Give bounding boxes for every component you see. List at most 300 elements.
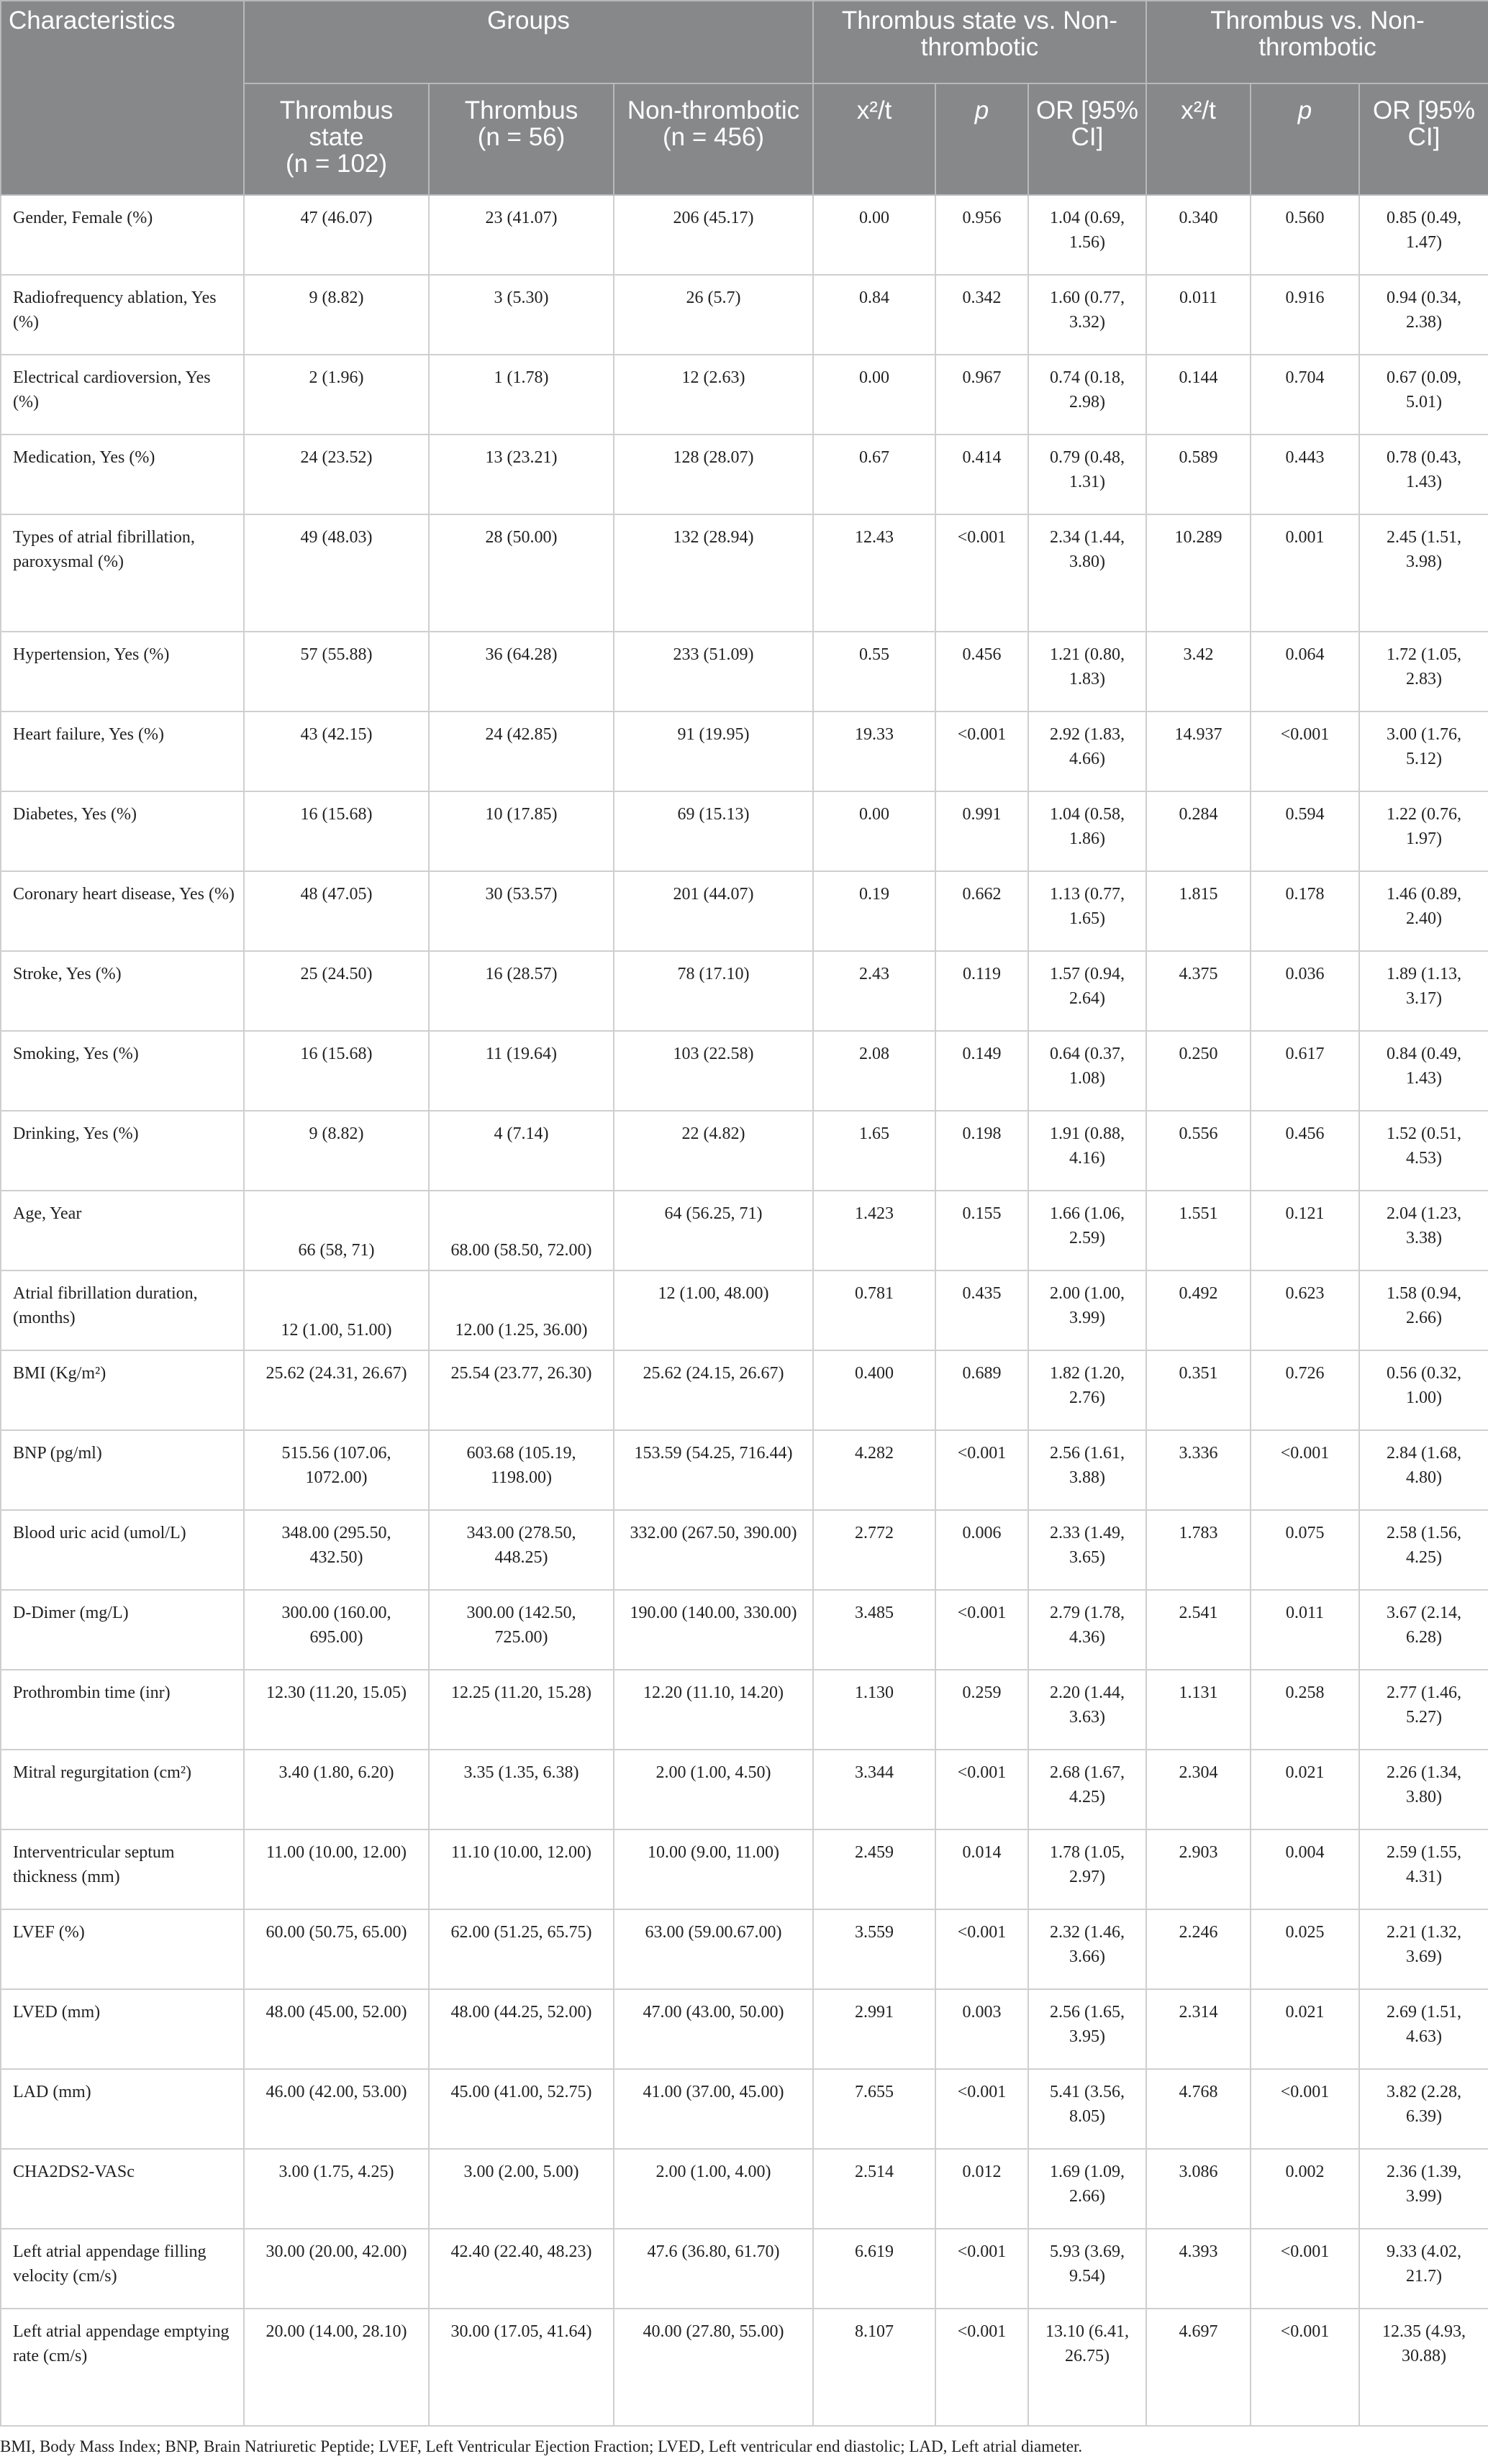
cell-th: 1 (1.78) — [429, 355, 614, 435]
cell-th: 28 (50.00) — [429, 514, 614, 632]
cell-or2: 3.67 (2.14, 6.28) — [1359, 1590, 1488, 1670]
header-or-1: OR [95% CI] — [1028, 83, 1146, 195]
header-thrombus-state — [244, 83, 429, 195]
cell-ts: 48 (47.05) — [244, 871, 429, 951]
cell-name: LAD (mm) — [1, 2069, 244, 2149]
cell-or2: 1.22 (0.76, 1.97) — [1359, 791, 1488, 871]
cell-ts: 11.00 (10.00, 12.00) — [244, 1829, 429, 1909]
cell-ts: 348.00 (295.50, 432.50) — [244, 1510, 429, 1590]
cell-name: LVED (mm) — [1, 1989, 244, 2069]
cell-th: 603.68 (105.19, 1198.00) — [429, 1430, 614, 1510]
header-characteristics: Characteristics — [1, 1, 244, 195]
cell-name: Gender, Female (%) — [1, 195, 244, 275]
cell-p1: 0.456 — [935, 632, 1028, 712]
cell-p2: 0.025 — [1251, 1909, 1359, 1989]
cell-p2: 0.726 — [1251, 1350, 1359, 1430]
header-or-2: OR [95% CI] — [1359, 83, 1488, 195]
cell-p1: 0.014 — [935, 1829, 1028, 1909]
cell-p1: <0.001 — [935, 2229, 1028, 2309]
cell-ts: 9 (8.82) — [244, 1111, 429, 1191]
cell-nt: 91 (19.95) — [614, 712, 813, 791]
cell-name: LVEF (%) — [1, 1909, 244, 1989]
cell-th: 48.00 (44.25, 52.00) — [429, 1989, 614, 2069]
cell-ts: 12 (1.00, 51.00) — [244, 1270, 429, 1350]
cell-s2: 4.375 — [1146, 951, 1251, 1031]
cell-or2: 0.56 (0.32, 1.00) — [1359, 1350, 1488, 1430]
cell-p1: 0.119 — [935, 951, 1028, 1031]
table-row — [1, 1031, 1488, 1111]
table-row — [1, 1350, 1488, 1430]
cell-s2: 1.551 — [1146, 1191, 1251, 1270]
cell-p2: 0.021 — [1251, 1989, 1359, 2069]
cell-s1: 19.33 — [813, 712, 935, 791]
cell-name: Mitral regurgitation (cm²) — [1, 1750, 244, 1829]
table-row — [1, 1191, 1488, 1270]
cell-s2: 2.541 — [1146, 1590, 1251, 1670]
cell-ts: 300.00 (160.00, 695.00) — [244, 1590, 429, 1670]
cell-p1: 0.006 — [935, 1510, 1028, 1590]
table-row — [1, 2309, 1488, 2426]
cell-or2: 2.36 (1.39, 3.99) — [1359, 2149, 1488, 2229]
cell-ts: 47 (46.07) — [244, 195, 429, 275]
header-groups: Groups — [244, 1, 813, 83]
cell-name: Stroke, Yes (%) — [1, 951, 244, 1031]
cell-p1: <0.001 — [935, 712, 1028, 791]
cell-name: Coronary heart disease, Yes (%) — [1, 871, 244, 951]
cell-name: BNP (pg/ml) — [1, 1430, 244, 1510]
cell-or1: 1.04 (0.58, 1.86) — [1028, 791, 1146, 871]
cell-p2: 0.075 — [1251, 1510, 1359, 1590]
cell-p1: 0.012 — [935, 2149, 1028, 2229]
cell-nt: 40.00 (27.80, 55.00) — [614, 2309, 813, 2426]
cell-nt: 153.59 (54.25, 716.44) — [614, 1430, 813, 1510]
cell-th: 45.00 (41.00, 52.75) — [429, 2069, 614, 2149]
cell-th: 3 (5.30) — [429, 275, 614, 355]
cell-ts: 12.30 (11.20, 15.05) — [244, 1670, 429, 1750]
cell-or1: 1.78 (1.05, 2.97) — [1028, 1829, 1146, 1909]
cell-s2: 4.768 — [1146, 2069, 1251, 2149]
cell-p2: 0.704 — [1251, 355, 1359, 435]
cell-p2: <0.001 — [1251, 2069, 1359, 2149]
cell-p1: <0.001 — [935, 1750, 1028, 1829]
cell-name: Electrical cardioversion, Yes (%) — [1, 355, 244, 435]
cell-nt: 103 (22.58) — [614, 1031, 813, 1111]
cell-p1: 0.956 — [935, 195, 1028, 275]
cell-p1: 0.342 — [935, 275, 1028, 355]
cell-name: Smoking, Yes (%) — [1, 1031, 244, 1111]
cell-s1: 2.991 — [813, 1989, 935, 2069]
table-row — [1, 275, 1488, 355]
cell-nt: 206 (45.17) — [614, 195, 813, 275]
cell-or1: 2.56 (1.65, 3.95) — [1028, 1989, 1146, 2069]
cell-or2: 2.26 (1.34, 3.80) — [1359, 1750, 1488, 1829]
cell-or2: 12.35 (4.93, 30.88) — [1359, 2309, 1488, 2426]
cell-th: 10 (17.85) — [429, 791, 614, 871]
cell-or1: 1.69 (1.09, 2.66) — [1028, 2149, 1146, 2229]
cell-s1: 0.00 — [813, 195, 935, 275]
cell-or1: 2.92 (1.83, 4.66) — [1028, 712, 1146, 791]
cell-s2: 2.314 — [1146, 1989, 1251, 2069]
cell-th: 343.00 (278.50, 448.25) — [429, 1510, 614, 1590]
cell-p2: 0.456 — [1251, 1111, 1359, 1191]
cell-name: Blood uric acid (umol/L) — [1, 1510, 244, 1590]
cell-name: D-Dimer (mg/L) — [1, 1590, 244, 1670]
cell-th: 25.54 (23.77, 26.30) — [429, 1350, 614, 1430]
cell-s2: 2.304 — [1146, 1750, 1251, 1829]
cell-s2: 3.336 — [1146, 1430, 1251, 1510]
cell-nt: 332.00 (267.50, 390.00) — [614, 1510, 813, 1590]
cell-or2: 2.84 (1.68, 4.80) — [1359, 1430, 1488, 1510]
cell-s1: 0.19 — [813, 871, 935, 951]
table-row — [1, 1270, 1488, 1350]
table-row — [1, 1590, 1488, 1670]
cell-name: CHA2DS2-VASc — [1, 2149, 244, 2229]
cell-nt: 26 (5.7) — [614, 275, 813, 355]
cell-or2: 0.67 (0.09, 5.01) — [1359, 355, 1488, 435]
cell-p1: <0.001 — [935, 514, 1028, 632]
cell-s2: 0.589 — [1146, 435, 1251, 514]
cell-ts: 66 (58, 71) — [244, 1191, 429, 1270]
cell-ts: 57 (55.88) — [244, 632, 429, 712]
header-nonthrombotic-label: Non-thrombotic — [627, 96, 800, 124]
cell-nt: 69 (15.13) — [614, 791, 813, 871]
cell-s2: 10.289 — [1146, 514, 1251, 632]
cell-p2: 0.001 — [1251, 514, 1359, 632]
cell-or1: 2.33 (1.49, 3.65) — [1028, 1510, 1146, 1590]
cell-s2: 4.393 — [1146, 2229, 1251, 2309]
table-row — [1, 514, 1488, 632]
cell-p1: <0.001 — [935, 1590, 1028, 1670]
cell-p2: 0.443 — [1251, 435, 1359, 514]
cell-nt: 78 (17.10) — [614, 951, 813, 1031]
cell-s2: 2.903 — [1146, 1829, 1251, 1909]
cell-ts: 43 (42.15) — [244, 712, 429, 791]
table-row — [1, 951, 1488, 1031]
table-row — [1, 355, 1488, 435]
cell-th: 30 (53.57) — [429, 871, 614, 951]
cell-th: 36 (64.28) — [429, 632, 614, 712]
table-row — [1, 1829, 1488, 1909]
cell-p2: 0.004 — [1251, 1829, 1359, 1909]
cell-name: Left atrial appendage emptying rate (cm/s) — [1, 2309, 244, 2426]
cell-or1: 2.20 (1.44, 3.63) — [1028, 1670, 1146, 1750]
cell-p1: <0.001 — [935, 1430, 1028, 1510]
cell-nt: 201 (44.07) — [614, 871, 813, 951]
table-row — [1, 632, 1488, 712]
cell-s2: 0.351 — [1146, 1350, 1251, 1430]
cell-th: 24 (42.85) — [429, 712, 614, 791]
cell-or2: 2.58 (1.56, 4.25) — [1359, 1510, 1488, 1590]
cell-ts: 515.56 (107.06, 1072.00) — [244, 1430, 429, 1510]
cell-or2: 2.21 (1.32, 3.69) — [1359, 1909, 1488, 1989]
cell-s1: 8.107 — [813, 2309, 935, 2426]
cell-th: 13 (23.21) — [429, 435, 614, 514]
cell-s2: 14.937 — [1146, 712, 1251, 791]
cell-th: 3.35 (1.35, 6.38) — [429, 1750, 614, 1829]
cell-nt: 47.6 (36.80, 61.70) — [614, 2229, 813, 2309]
cell-nt: 10.00 (9.00, 11.00) — [614, 1829, 813, 1909]
header-stat-2: x²/t — [1146, 83, 1251, 195]
cell-name: Radiofrequency ablation, Yes (%) — [1, 275, 244, 355]
cell-p1: 0.259 — [935, 1670, 1028, 1750]
cell-p1: <0.001 — [935, 2069, 1028, 2149]
cell-s1: 0.00 — [813, 355, 935, 435]
header-p-1: p — [935, 83, 1028, 195]
cell-s2: 0.250 — [1146, 1031, 1251, 1111]
cell-ts: 25 (24.50) — [244, 951, 429, 1031]
cell-nt: 233 (51.09) — [614, 632, 813, 712]
cell-name: Drinking, Yes (%) — [1, 1111, 244, 1191]
cell-th: 300.00 (142.50, 725.00) — [429, 1590, 614, 1670]
cell-or2: 0.84 (0.49, 1.43) — [1359, 1031, 1488, 1111]
table-row — [1, 2069, 1488, 2149]
cell-p2: 0.258 — [1251, 1670, 1359, 1750]
cell-p1: 0.689 — [935, 1350, 1028, 1430]
cell-p2: 0.036 — [1251, 951, 1359, 1031]
cell-ts: 24 (23.52) — [244, 435, 429, 514]
cell-p2: <0.001 — [1251, 712, 1359, 791]
cell-or1: 2.68 (1.67, 4.25) — [1028, 1750, 1146, 1829]
cell-or1: 2.32 (1.46, 3.66) — [1028, 1909, 1146, 1989]
cell-s1: 1.130 — [813, 1670, 935, 1750]
cell-or1: 5.41 (3.56, 8.05) — [1028, 2069, 1146, 2149]
cell-s2: 3.42 — [1146, 632, 1251, 712]
cell-nt: 12 (2.63) — [614, 355, 813, 435]
cell-nt: 41.00 (37.00, 45.00) — [614, 2069, 813, 2149]
cell-p2: 0.916 — [1251, 275, 1359, 355]
cell-s2: 3.086 — [1146, 2149, 1251, 2229]
cell-name: Heart failure, Yes (%) — [1, 712, 244, 791]
cell-s1: 12.43 — [813, 514, 935, 632]
cell-p2: 0.021 — [1251, 1750, 1359, 1829]
cell-p1: 0.149 — [935, 1031, 1028, 1111]
cell-nt: 63.00 (59.00.67.00) — [614, 1909, 813, 1989]
cell-name: Hypertension, Yes (%) — [1, 632, 244, 712]
cell-s1: 2.08 — [813, 1031, 935, 1111]
cell-s2: 0.284 — [1146, 791, 1251, 871]
table-row — [1, 435, 1488, 514]
cell-ts: 46.00 (42.00, 53.00) — [244, 2069, 429, 2149]
cell-nt: 12.20 (11.10, 14.20) — [614, 1670, 813, 1750]
cell-s1: 0.67 — [813, 435, 935, 514]
cell-name: Atrial fibrillation duration, (months) — [1, 1270, 244, 1350]
table-row — [1, 2229, 1488, 2309]
cell-s1: 2.514 — [813, 2149, 935, 2229]
cell-th: 62.00 (51.25, 65.75) — [429, 1909, 614, 1989]
cell-nt: 2.00 (1.00, 4.00) — [614, 2149, 813, 2229]
cell-s1: 0.55 — [813, 632, 935, 712]
cell-ts: 25.62 (24.31, 26.67) — [244, 1350, 429, 1430]
cell-or1: 1.82 (1.20, 2.76) — [1028, 1350, 1146, 1430]
cell-s1: 2.459 — [813, 1829, 935, 1909]
cell-or1: 2.79 (1.78, 4.36) — [1028, 1590, 1146, 1670]
cell-or1: 0.79 (0.48, 1.31) — [1028, 435, 1146, 514]
cell-nt: 2.00 (1.00, 4.50) — [614, 1750, 813, 1829]
header-comparison-thrombus: Thrombus vs. Non-thrombotic — [1146, 1, 1488, 83]
cell-or1: 1.04 (0.69, 1.56) — [1028, 195, 1146, 275]
cell-s1: 0.00 — [813, 791, 935, 871]
cell-or1: 5.93 (3.69, 9.54) — [1028, 2229, 1146, 2309]
cell-nt: 25.62 (24.15, 26.67) — [614, 1350, 813, 1430]
cell-or1: 1.21 (0.80, 1.83) — [1028, 632, 1146, 712]
cell-th: 11.10 (10.00, 12.00) — [429, 1829, 614, 1909]
cell-or1: 1.91 (0.88, 4.16) — [1028, 1111, 1146, 1191]
cell-name: BMI (Kg/m²) — [1, 1350, 244, 1430]
cell-s1: 2.772 — [813, 1510, 935, 1590]
cell-s1: 0.400 — [813, 1350, 935, 1430]
cell-nt: 22 (4.82) — [614, 1111, 813, 1191]
cell-nt: 47.00 (43.00, 50.00) — [614, 1989, 813, 2069]
cell-p2: 0.011 — [1251, 1590, 1359, 1670]
cell-p2: <0.001 — [1251, 2229, 1359, 2309]
table-row — [1, 1750, 1488, 1829]
cell-p2: <0.001 — [1251, 1430, 1359, 1510]
cell-s1: 0.84 — [813, 275, 935, 355]
cell-p2: 0.064 — [1251, 632, 1359, 712]
header-thrombus — [429, 83, 614, 195]
cell-th: 11 (19.64) — [429, 1031, 614, 1111]
header-comparison-thrombus-state: Thrombus state vs. Non-thrombotic — [813, 1, 1146, 83]
table-row — [1, 1111, 1488, 1191]
cell-or1: 2.56 (1.61, 3.88) — [1028, 1430, 1146, 1510]
cell-or1: 1.60 (0.77, 3.32) — [1028, 275, 1146, 355]
cell-name: Prothrombin time (inr) — [1, 1670, 244, 1750]
cell-name: Medication, Yes (%) — [1, 435, 244, 514]
cell-or2: 2.59 (1.55, 4.31) — [1359, 1829, 1488, 1909]
header-thrombus-state-n: (n = 102) — [285, 150, 388, 178]
cell-or2: 1.58 (0.94, 2.66) — [1359, 1270, 1488, 1350]
table-row — [1, 871, 1488, 951]
cell-p1: 0.991 — [935, 791, 1028, 871]
cell-ts: 48.00 (45.00, 52.00) — [244, 1989, 429, 2069]
cell-s2: 0.011 — [1146, 275, 1251, 355]
cell-or2: 1.52 (0.51, 4.53) — [1359, 1111, 1488, 1191]
cell-or2: 2.45 (1.51, 3.98) — [1359, 514, 1488, 632]
cell-p2: 0.623 — [1251, 1270, 1359, 1350]
cell-th: 68.00 (58.50, 72.00) — [429, 1191, 614, 1270]
header-stat-1: x²/t — [813, 83, 935, 195]
cell-s1: 7.655 — [813, 2069, 935, 2149]
cell-s1: 2.43 — [813, 951, 935, 1031]
cell-or1: 0.64 (0.37, 1.08) — [1028, 1031, 1146, 1111]
cell-s2: 2.246 — [1146, 1909, 1251, 1989]
cell-or1: 0.74 (0.18, 2.98) — [1028, 355, 1146, 435]
cell-s2: 1.131 — [1146, 1670, 1251, 1750]
cell-th: 12.00 (1.25, 36.00) — [429, 1270, 614, 1350]
cell-nt: 64 (56.25, 71) — [614, 1191, 813, 1270]
header-p-2: p — [1251, 83, 1359, 195]
cell-nt: 12 (1.00, 48.00) — [614, 1270, 813, 1350]
table-row — [1, 1430, 1488, 1510]
cell-or2: 0.94 (0.34, 2.38) — [1359, 275, 1488, 355]
cell-p2: 0.121 — [1251, 1191, 1359, 1270]
cell-nt: 128 (28.07) — [614, 435, 813, 514]
cell-p2: 0.617 — [1251, 1031, 1359, 1111]
cell-or2: 2.69 (1.51, 4.63) — [1359, 1989, 1488, 2069]
cell-or2: 0.78 (0.43, 1.43) — [1359, 435, 1488, 514]
cell-or2: 9.33 (4.02, 21.7) — [1359, 2229, 1488, 2309]
cell-s1: 3.559 — [813, 1909, 935, 1989]
cell-p2: 0.594 — [1251, 791, 1359, 871]
cell-th: 4 (7.14) — [429, 1111, 614, 1191]
cell-ts: 9 (8.82) — [244, 275, 429, 355]
cell-nt: 190.00 (140.00, 330.00) — [614, 1590, 813, 1670]
cell-or2: 1.46 (0.89, 2.40) — [1359, 871, 1488, 951]
cell-p2: 0.002 — [1251, 2149, 1359, 2229]
cell-s2: 0.144 — [1146, 355, 1251, 435]
cell-or2: 1.89 (1.13, 3.17) — [1359, 951, 1488, 1031]
cell-p2: 0.178 — [1251, 871, 1359, 951]
table-row — [1, 1510, 1488, 1590]
cell-or1: 1.13 (0.77, 1.65) — [1028, 871, 1146, 951]
table-row — [1, 1670, 1488, 1750]
cell-p1: <0.001 — [935, 1909, 1028, 1989]
cell-s1: 4.282 — [813, 1430, 935, 1510]
cell-s2: 1.815 — [1146, 871, 1251, 951]
cell-or2: 1.72 (1.05, 2.83) — [1359, 632, 1488, 712]
cell-or1: 2.34 (1.44, 3.80) — [1028, 514, 1146, 632]
header-thrombus-label: Thrombus — [464, 96, 579, 124]
cell-name: Interventricular septum thickness (mm) — [1, 1829, 244, 1909]
cell-nt: 132 (28.94) — [614, 514, 813, 632]
cell-s2: 0.340 — [1146, 195, 1251, 275]
cell-ts: 30.00 (20.00, 42.00) — [244, 2229, 429, 2309]
cell-th: 3.00 (2.00, 5.00) — [429, 2149, 614, 2229]
cell-or1: 13.10 (6.41, 26.75) — [1028, 2309, 1146, 2426]
cell-p1: 0.198 — [935, 1111, 1028, 1191]
cell-s2: 0.492 — [1146, 1270, 1251, 1350]
cell-p1: 0.662 — [935, 871, 1028, 951]
cell-p2: 0.560 — [1251, 195, 1359, 275]
table-row — [1, 1989, 1488, 2069]
cell-s2: 4.697 — [1146, 2309, 1251, 2426]
cell-p1: 0.155 — [935, 1191, 1028, 1270]
cell-name: Diabetes, Yes (%) — [1, 791, 244, 871]
cell-s1: 6.619 — [813, 2229, 935, 2309]
cell-s2: 1.783 — [1146, 1510, 1251, 1590]
cell-th: 42.40 (22.40, 48.23) — [429, 2229, 614, 2309]
table-row — [1, 791, 1488, 871]
cell-or2: 3.82 (2.28, 6.39) — [1359, 2069, 1488, 2149]
cell-name: Age, Year — [1, 1191, 244, 1270]
cell-p2: <0.001 — [1251, 2309, 1359, 2426]
cell-ts: 20.00 (14.00, 28.10) — [244, 2309, 429, 2426]
cell-s1: 1.65 — [813, 1111, 935, 1191]
cell-p1: 0.967 — [935, 355, 1028, 435]
table-footnote: BMI, Body Mass Index; BNP, Brain Natriuretic Peptide; LVEF, Left Ventricular Ejection Fraction; LVED, Left ventricular end diastolic; LAD, Left atrial diameter. — [0, 2437, 1083, 2455]
table-row — [1, 195, 1488, 275]
cell-s1: 3.485 — [813, 1590, 935, 1670]
cell-s1: 0.781 — [813, 1270, 935, 1350]
cell-p1: 0.003 — [935, 1989, 1028, 2069]
cell-th: 23 (41.07) — [429, 195, 614, 275]
cell-or2: 2.04 (1.23, 3.38) — [1359, 1191, 1488, 1270]
cell-or1: 2.00 (1.00, 3.99) — [1028, 1270, 1146, 1350]
cell-or2: 0.85 (0.49, 1.47) — [1359, 195, 1488, 275]
cell-ts: 2 (1.96) — [244, 355, 429, 435]
cell-th: 16 (28.57) — [429, 951, 614, 1031]
header-thrombus-n: (n = 56) — [477, 123, 566, 151]
cell-or1: 1.57 (0.94, 2.64) — [1028, 951, 1146, 1031]
table-row — [1, 712, 1488, 791]
cell-s1: 3.344 — [813, 1750, 935, 1829]
cell-s1: 1.423 — [813, 1191, 935, 1270]
cell-ts: 3.40 (1.80, 6.20) — [244, 1750, 429, 1829]
cell-ts: 16 (15.68) — [244, 1031, 429, 1111]
cell-th: 12.25 (11.20, 15.28) — [429, 1670, 614, 1750]
cell-name: Left atrial appendage filling velocity (cm/s) — [1, 2229, 244, 2309]
table-row — [1, 1909, 1488, 1989]
